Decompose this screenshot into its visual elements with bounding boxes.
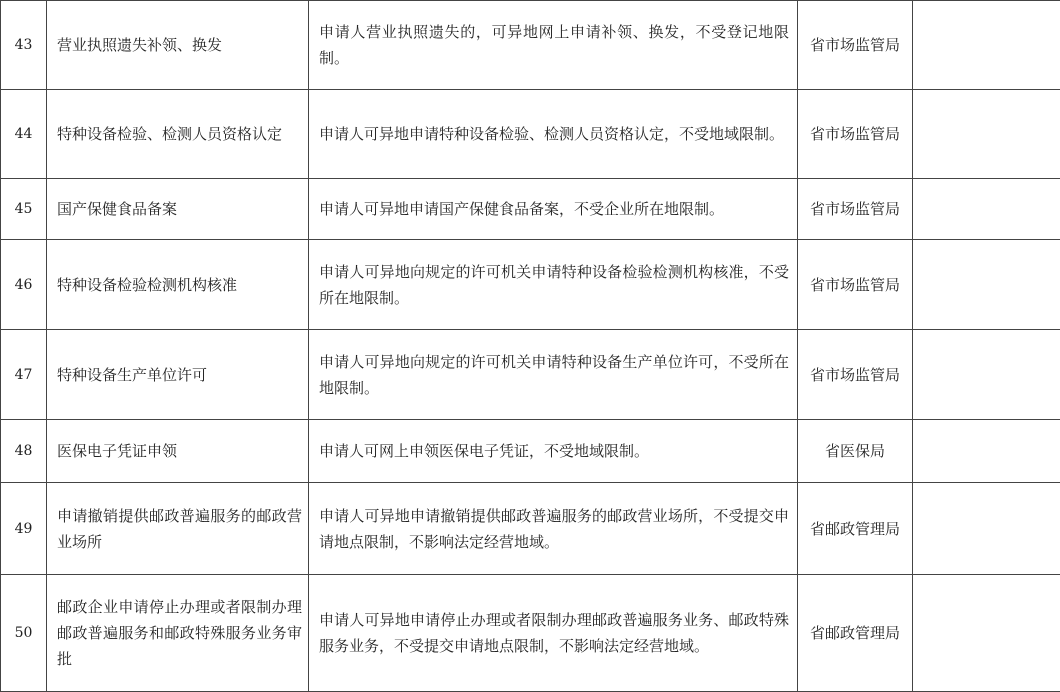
note-cell (913, 240, 1060, 330)
row-number: 45 (1, 179, 47, 240)
item-name: 申请撤销提供邮政普遍服务的邮政营业场所 (47, 483, 309, 575)
item-name: 特种设备检验检测机构核准 (47, 240, 309, 330)
note-cell (913, 483, 1060, 575)
responsible-department: 省市场监管局 (798, 330, 913, 420)
item-description: 申请人可异地申请撤销提供邮政普遍服务的邮政营业场所，不受提交申请地点限制，不影响法定经营地域。 (309, 483, 798, 575)
responsible-department: 省邮政管理局 (798, 483, 913, 575)
responsible-department: 省市场监管局 (798, 240, 913, 330)
item-description: 申请人可异地申请国产保健食品备案，不受企业所在地限制。 (309, 179, 798, 240)
table-row (1, 179, 1060, 240)
table-row (1, 90, 1060, 179)
table-row (1, 420, 1060, 483)
item-name: 医保电子凭证申领 (47, 420, 309, 483)
item-description: 申请人可异地向规定的许可机关申请特种设备生产单位许可，不受所在地限制。 (309, 330, 798, 420)
item-name: 邮政企业申请停止办理或者限制办理邮政普遍服务和邮政特殊服务业务审批 (47, 575, 309, 692)
item-description: 申请人可异地向规定的许可机关申请特种设备检验检测机构核准，不受所在地限制。 (309, 240, 798, 330)
responsible-department: 省邮政管理局 (798, 575, 913, 692)
table-row (1, 330, 1060, 420)
item-name: 营业执照遗失补领、换发 (47, 1, 309, 90)
note-cell (913, 575, 1060, 692)
note-cell (913, 1, 1060, 90)
note-cell (913, 179, 1060, 240)
item-description: 申请人营业执照遗失的，可异地网上申请补领、换发，不受登记地限制。 (309, 1, 798, 90)
item-name: 特种设备生产单位许可 (47, 330, 309, 420)
item-name: 特种设备检验、检测人员资格认定 (47, 90, 309, 179)
responsible-department: 省医保局 (798, 420, 913, 483)
note-cell (913, 420, 1060, 483)
responsible-department: 省市场监管局 (798, 90, 913, 179)
row-number: 48 (1, 420, 47, 483)
note-cell (913, 330, 1060, 420)
table-row (1, 575, 1060, 692)
item-description: 申请人可异地申请特种设备检验、检测人员资格认定，不受地域限制。 (309, 90, 798, 179)
note-cell (913, 90, 1060, 179)
responsible-department: 省市场监管局 (798, 1, 913, 90)
row-number: 44 (1, 90, 47, 179)
table-row (1, 483, 1060, 575)
row-number: 50 (1, 575, 47, 692)
item-description: 申请人可异地申请停止办理或者限制办理邮政普遍服务业务、邮政特殊服务业务，不受提交申请地点限制，不影响法定经营地域。 (309, 575, 798, 692)
row-number: 46 (1, 240, 47, 330)
item-name: 国产保健食品备案 (47, 179, 309, 240)
item-description: 申请人可网上申领医保电子凭证，不受地域限制。 (309, 420, 798, 483)
row-number: 47 (1, 330, 47, 420)
table-row (1, 1, 1060, 90)
row-number: 43 (1, 1, 47, 90)
row-number: 49 (1, 483, 47, 575)
table-row (1, 240, 1060, 330)
responsible-department: 省市场监管局 (798, 179, 913, 240)
